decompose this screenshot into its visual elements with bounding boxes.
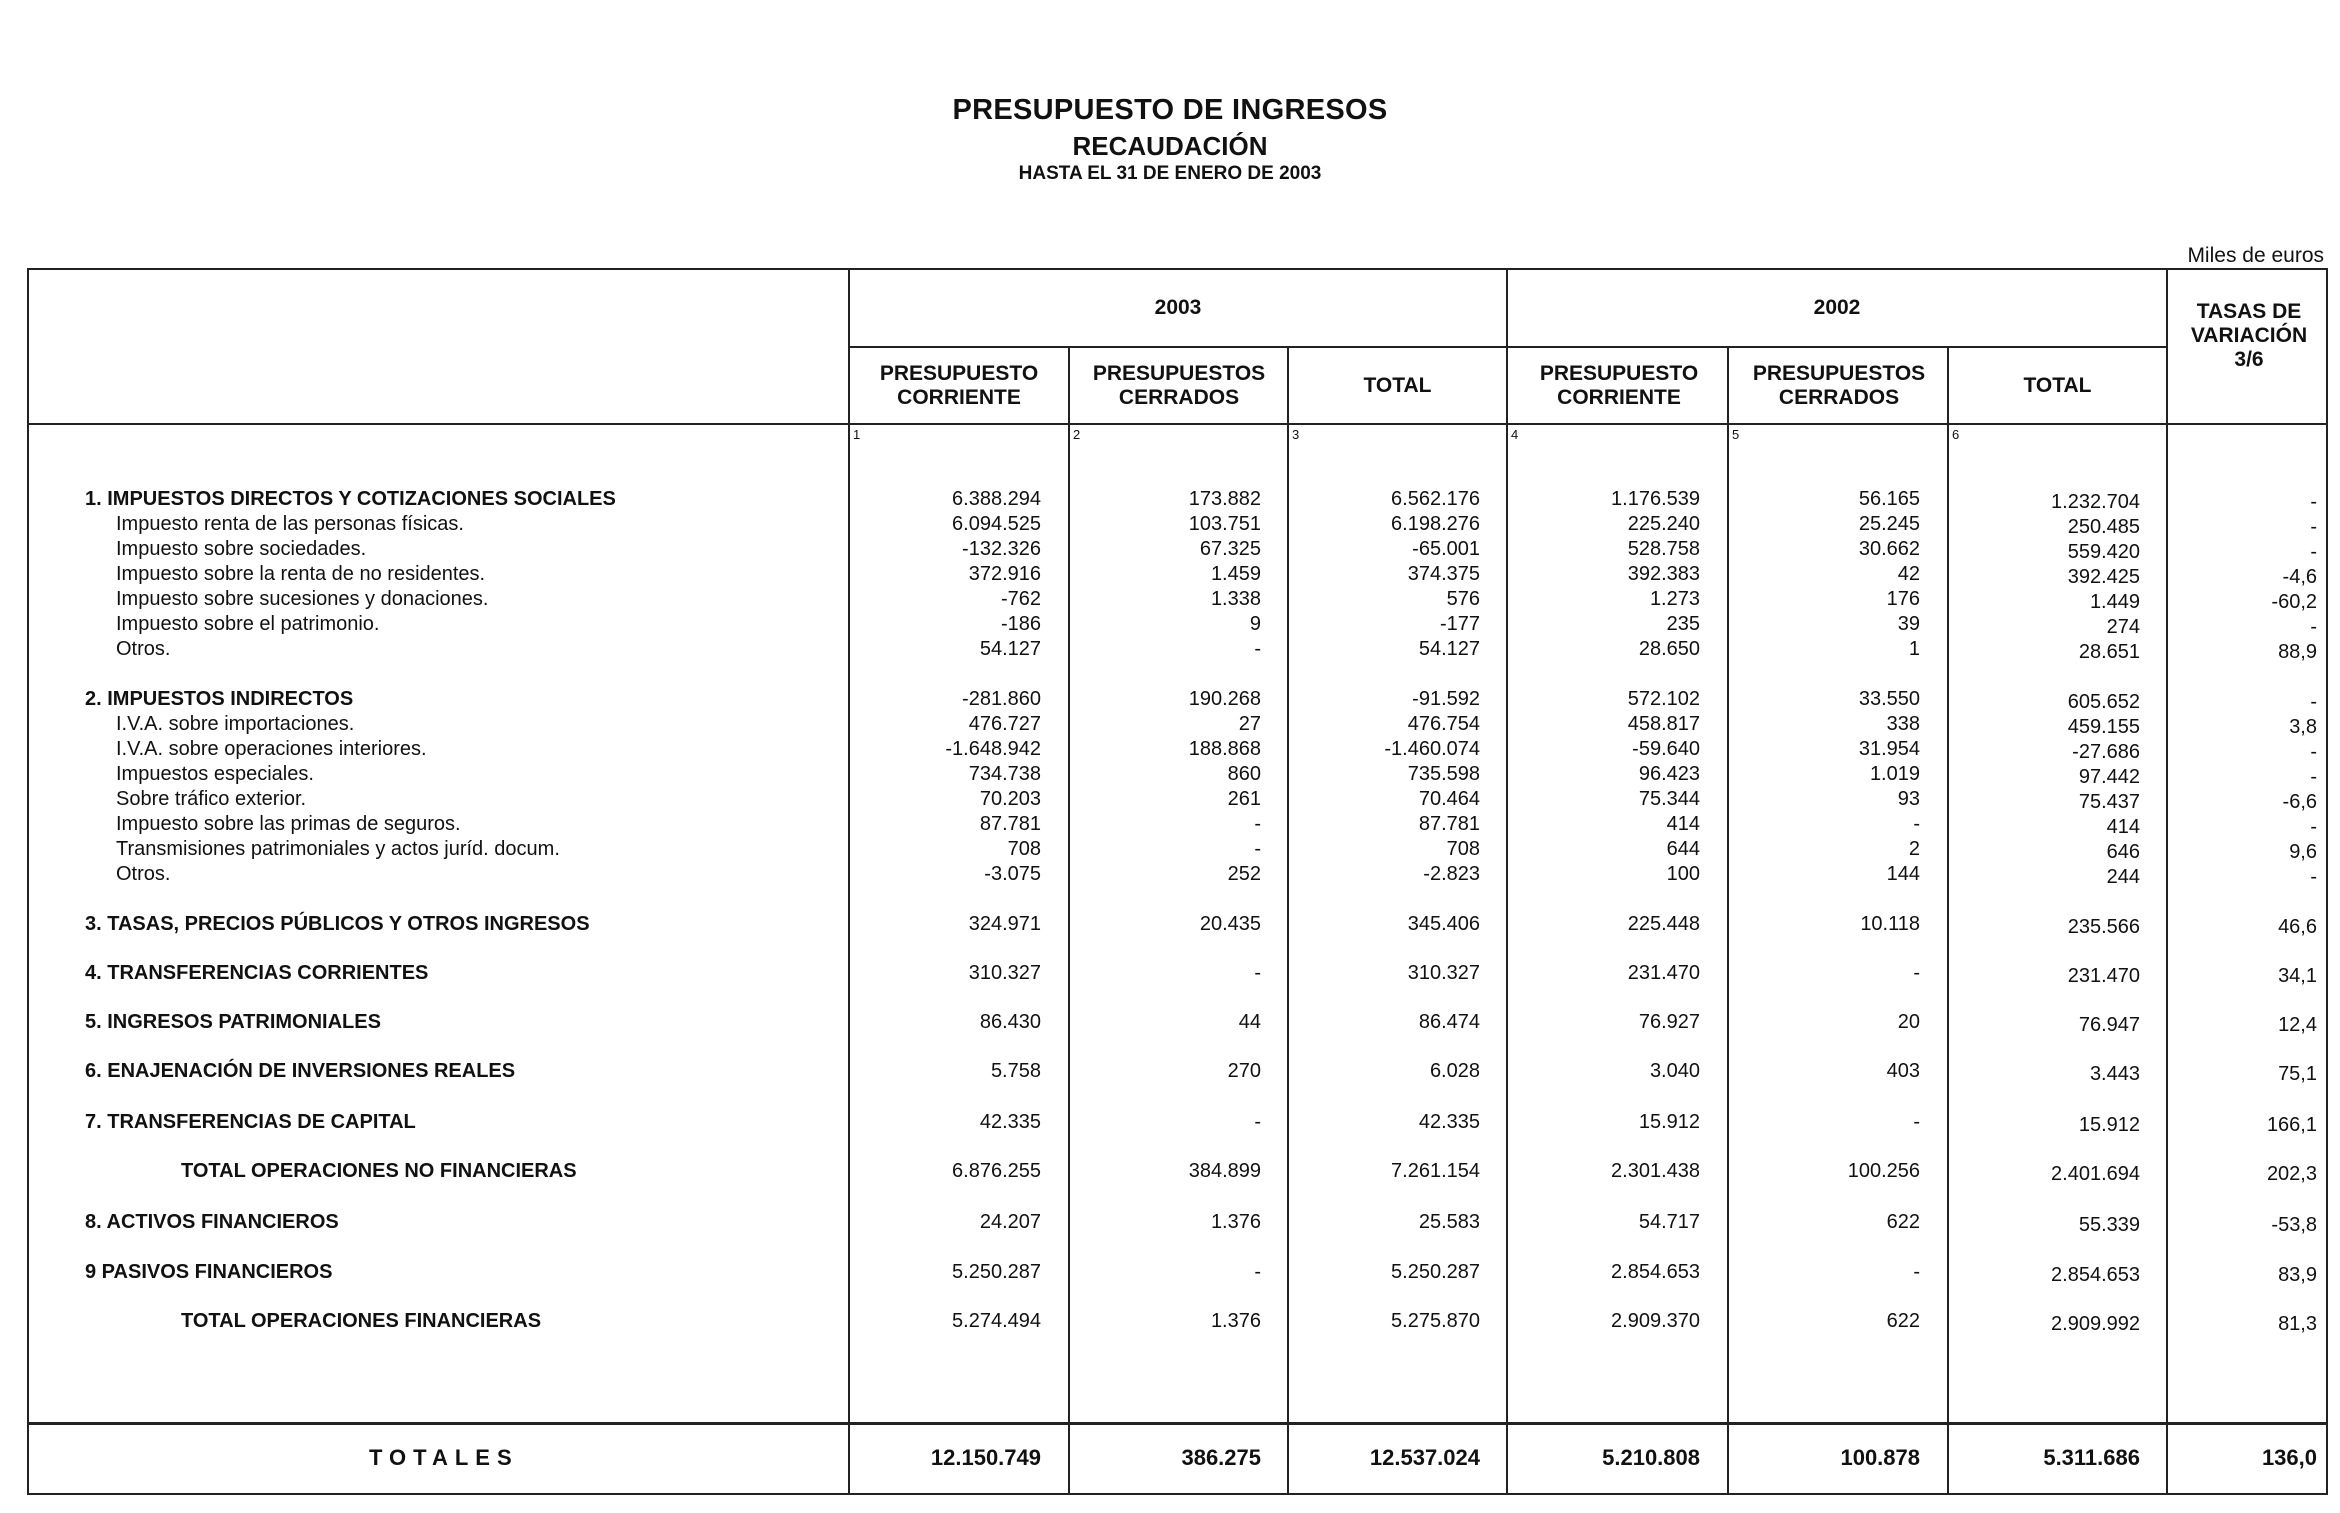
value-cell: 622 xyxy=(1886,1211,1920,1233)
subtotal-row xyxy=(29,1309,2326,1333)
value-cell: 93 xyxy=(1897,788,1920,810)
subcategory-row xyxy=(29,537,2326,561)
value-cell: 345.406 xyxy=(1407,913,1480,935)
category-row xyxy=(29,1059,2326,1083)
value-cell: - xyxy=(1254,638,1261,660)
variation-cell: - xyxy=(2310,616,2317,638)
value-cell: 708 xyxy=(1446,838,1480,860)
value-cell: 1.376 xyxy=(1210,1310,1261,1332)
variation-cell: - xyxy=(2310,516,2317,538)
col-number: 6 xyxy=(1952,427,1960,442)
value-cell: 414 xyxy=(2106,816,2140,838)
value-cell: 25.245 xyxy=(1858,513,1920,535)
value-cell: 42.335 xyxy=(1418,1111,1480,1133)
variation-cell: -53,8 xyxy=(2271,1214,2317,1236)
value-cell: 392.383 xyxy=(1627,563,1700,585)
value-cell: 70.203 xyxy=(979,788,1041,810)
value-cell: 54.717 xyxy=(1638,1211,1700,1233)
value-cell: -132.326 xyxy=(962,538,1041,560)
variation-cell: -60,2 xyxy=(2271,591,2317,613)
value-cell: 28.651 xyxy=(2078,641,2140,663)
subcategory-row xyxy=(29,612,2326,636)
value-cell: 100.256 xyxy=(1847,1160,1920,1182)
value-cell: 6.094.525 xyxy=(952,513,1041,535)
value-cell: 33.550 xyxy=(1858,688,1920,710)
value-cell: - xyxy=(1254,1111,1261,1133)
value-cell: 55.339 xyxy=(2078,1214,2140,1236)
variation-cell: - xyxy=(2310,491,2317,513)
total-cell: 12.537.024 xyxy=(1369,1445,1480,1470)
row-label: 5. INGRESOS PATRIMONIALES xyxy=(85,1011,381,1033)
value-cell: 270 xyxy=(1227,1060,1261,1082)
col-header-3: TOTAL xyxy=(1363,373,1432,397)
total-cell: 5.311.686 xyxy=(2043,1445,2140,1470)
row-label: 7. TRANSFERENCIAS DE CAPITAL xyxy=(85,1111,416,1133)
value-cell: -91.592 xyxy=(1412,688,1480,710)
row-label: Sobre tráfico exterior. xyxy=(116,788,307,810)
col-header-2: PRESUPUESTOS CERRADOS xyxy=(1092,361,1266,409)
value-cell: -59.640 xyxy=(1632,738,1700,760)
value-cell: 235 xyxy=(1666,613,1700,635)
row-label: TOTAL OPERACIONES NO FINANCIERAS xyxy=(181,1160,577,1182)
value-cell: 67.325 xyxy=(1199,538,1261,560)
value-cell: 87.781 xyxy=(979,813,1041,835)
value-cell: 188.868 xyxy=(1188,738,1261,760)
value-cell: 6.562.176 xyxy=(1391,488,1480,510)
value-cell: 860 xyxy=(1227,763,1261,785)
variation-cell: 46,6 xyxy=(2278,916,2317,938)
variation-cell: - xyxy=(2310,541,2317,563)
value-cell: - xyxy=(1913,813,1920,835)
value-cell: 5.275.870 xyxy=(1391,1310,1480,1332)
col-number: 5 xyxy=(1732,427,1740,442)
col-number: 2 xyxy=(1073,427,1081,442)
value-cell: 54.127 xyxy=(979,638,1041,660)
value-cell: 2 xyxy=(1908,838,1920,860)
row-label: TOTAL OPERACIONES FINANCIERAS xyxy=(181,1310,542,1332)
value-cell: -186 xyxy=(1000,613,1041,635)
category-row xyxy=(29,912,2326,936)
value-cell: 1.232.704 xyxy=(2051,491,2140,513)
value-cell: 1.176.539 xyxy=(1611,488,1700,510)
period-label: HASTA EL 31 DE ENERO DE 2003 xyxy=(1018,163,1322,184)
header-bottom-divider xyxy=(29,423,2326,425)
subcategory-row xyxy=(29,862,2326,886)
value-cell: 24.207 xyxy=(979,1211,1041,1233)
col-number: 3 xyxy=(1292,427,1300,442)
row-label: Transmisiones patrimoniales y actos juríd. docum. xyxy=(116,838,560,860)
category-row xyxy=(29,687,2326,711)
row-label: 6. ENAJENACIÓN DE INVERSIONES REALES xyxy=(85,1060,516,1082)
totals-label: TOTALES xyxy=(369,1445,519,1470)
subcategory-row xyxy=(29,637,2326,661)
row-label: Impuesto sobre sociedades. xyxy=(116,538,367,560)
col-number: 1 xyxy=(853,427,861,442)
variation-cell: 12,4 xyxy=(2278,1014,2317,1036)
subcategory-row xyxy=(29,512,2326,536)
year-2002-header: 2002 xyxy=(1813,296,1861,319)
value-cell: 6.876.255 xyxy=(952,1160,1041,1182)
value-cell: 176 xyxy=(1886,588,1920,610)
value-cell: -27.686 xyxy=(2072,741,2140,763)
variation-cell: - xyxy=(2310,741,2317,763)
variation-cell: 3,8 xyxy=(2289,716,2317,738)
value-cell: -1.648.942 xyxy=(945,738,1041,760)
category-row xyxy=(29,1110,2326,1134)
value-cell: 7.261.154 xyxy=(1391,1160,1480,1182)
variation-cell: - xyxy=(2310,766,2317,788)
value-cell: 1.338 xyxy=(1210,588,1261,610)
value-cell: 231.470 xyxy=(2067,965,2140,987)
row-label: 1. IMPUESTOS DIRECTOS Y COTIZACIONES SOCIALES xyxy=(85,488,616,510)
value-cell: 338 xyxy=(1886,713,1920,735)
value-cell: 1.459 xyxy=(1210,563,1261,585)
variation-cell: 34,1 xyxy=(2278,965,2317,987)
variation-cell: 81,3 xyxy=(2278,1313,2317,1335)
row-label: I.V.A. sobre operaciones interiores. xyxy=(116,738,427,760)
total-cell: 5.210.808 xyxy=(1602,1445,1700,1470)
value-cell: 372.916 xyxy=(968,563,1041,585)
value-cell: 324.971 xyxy=(968,913,1041,935)
subcategory-row xyxy=(29,787,2326,811)
value-cell: 476.754 xyxy=(1407,713,1480,735)
value-cell: 20.435 xyxy=(1199,913,1261,935)
value-cell: 173.882 xyxy=(1188,488,1261,510)
value-cell: 1.019 xyxy=(1869,763,1920,785)
value-cell: -762 xyxy=(1000,588,1041,610)
value-cell: 3.443 xyxy=(2089,1063,2140,1085)
subcategory-row xyxy=(29,562,2326,586)
value-cell: 39 xyxy=(1897,613,1920,635)
row-label: 3. TASAS, PRECIOS PÚBLICOS Y OTROS INGRESOS xyxy=(85,913,590,935)
revenue-table xyxy=(27,268,2328,1495)
value-cell: 87.781 xyxy=(1418,813,1480,835)
value-cell: 76.947 xyxy=(2078,1014,2140,1036)
value-cell: 30.662 xyxy=(1858,538,1920,560)
value-cell: 6.198.276 xyxy=(1391,513,1480,535)
units-label: Miles de euros xyxy=(2187,244,2324,267)
value-cell: 576 xyxy=(1446,588,1480,610)
value-cell: -177 xyxy=(1439,613,1480,635)
row-label: Impuestos especiales. xyxy=(116,763,314,785)
value-cell: 644 xyxy=(1666,838,1700,860)
value-cell: 374.375 xyxy=(1407,563,1480,585)
value-cell: 100 xyxy=(1666,863,1700,885)
category-row xyxy=(29,1010,2326,1034)
value-cell: 28.650 xyxy=(1638,638,1700,660)
value-cell: 250.485 xyxy=(2067,516,2140,538)
value-cell: 476.727 xyxy=(968,713,1041,735)
row-label: 8. ACTIVOS FINANCIEROS xyxy=(85,1211,339,1233)
value-cell: 261 xyxy=(1227,788,1261,810)
value-cell: 103.751 xyxy=(1188,513,1261,535)
value-cell: -1.460.074 xyxy=(1384,738,1480,760)
value-cell: 2.854.653 xyxy=(1611,1261,1700,1283)
value-cell: 20 xyxy=(1897,1011,1920,1033)
value-cell: 646 xyxy=(2106,841,2140,863)
variation-cell: 83,9 xyxy=(2278,1264,2317,1286)
value-cell: 2.909.370 xyxy=(1611,1310,1700,1332)
variation-cell: 9,6 xyxy=(2289,841,2317,863)
value-cell: 572.102 xyxy=(1627,688,1700,710)
value-cell: 235.566 xyxy=(2067,916,2140,938)
col-header-4: PRESUPUESTO CORRIENTE xyxy=(1539,361,1699,409)
value-cell: 252 xyxy=(1227,863,1261,885)
variation-cell: 88,9 xyxy=(2278,641,2317,663)
value-cell: 144 xyxy=(1886,863,1920,885)
value-cell: 31.954 xyxy=(1858,738,1920,760)
value-cell: 97.442 xyxy=(2078,766,2140,788)
subcategory-row xyxy=(29,812,2326,836)
value-cell: 1.376 xyxy=(1210,1211,1261,1233)
row-label: Impuesto sobre el patrimonio. xyxy=(116,613,380,635)
value-cell: - xyxy=(1913,1261,1920,1283)
value-cell: 605.652 xyxy=(2067,691,2140,713)
value-cell: 15.912 xyxy=(2078,1114,2140,1136)
value-cell: 225.448 xyxy=(1627,913,1700,935)
row-label: I.V.A. sobre importaciones. xyxy=(116,713,355,735)
value-cell: 76.927 xyxy=(1638,1011,1700,1033)
value-cell: 42 xyxy=(1897,563,1920,585)
value-cell: 6.388.294 xyxy=(952,488,1041,510)
col-header-1: PRESUPUESTO CORRIENTE xyxy=(879,361,1039,409)
col-header-5: PRESUPUESTOS CERRADOS xyxy=(1752,361,1926,409)
value-cell: 384.899 xyxy=(1188,1160,1261,1182)
value-cell: 96.423 xyxy=(1638,763,1700,785)
value-cell: 414 xyxy=(1666,813,1700,835)
category-row xyxy=(29,487,2326,511)
value-cell: -65.001 xyxy=(1412,538,1480,560)
variation-cell: -6,6 xyxy=(2282,791,2317,813)
value-cell: 75.344 xyxy=(1638,788,1700,810)
value-cell: 1.273 xyxy=(1649,588,1700,610)
row-label: Otros. xyxy=(116,638,171,660)
value-cell: 15.912 xyxy=(1638,1111,1700,1133)
value-cell: 5.274.494 xyxy=(952,1310,1041,1332)
value-cell: 2.301.438 xyxy=(1611,1160,1700,1182)
value-cell: 5.758 xyxy=(990,1060,1041,1082)
value-cell: 1 xyxy=(1908,638,1920,660)
subtotal-row xyxy=(29,1159,2326,1183)
variation-cell: 202,3 xyxy=(2266,1163,2317,1185)
row-label: 9 PASIVOS FINANCIEROS xyxy=(85,1261,333,1283)
value-cell: 459.155 xyxy=(2067,716,2140,738)
value-cell: 44 xyxy=(1238,1011,1261,1033)
value-cell: - xyxy=(1913,962,1920,984)
row-label: Otros. xyxy=(116,863,171,885)
page-title: PRESUPUESTO DE INGRESOS xyxy=(952,94,1388,126)
category-row xyxy=(29,1260,2326,1284)
value-cell: 403 xyxy=(1886,1060,1920,1082)
row-label: Impuesto renta de las personas físicas. xyxy=(116,513,464,535)
subcategory-row xyxy=(29,587,2326,611)
year-2003-header: 2003 xyxy=(1154,296,1202,319)
value-cell: 42.335 xyxy=(979,1111,1041,1133)
variation-cell: -4,6 xyxy=(2282,566,2317,588)
value-cell: 3.040 xyxy=(1649,1060,1700,1082)
value-cell: 6.028 xyxy=(1429,1060,1480,1082)
total-cell: 12.150.749 xyxy=(930,1445,1041,1470)
col-number: 4 xyxy=(1511,427,1519,442)
value-cell: 310.327 xyxy=(968,962,1041,984)
value-cell: 1.449 xyxy=(2089,591,2140,613)
row-label: Impuesto sobre las primas de seguros. xyxy=(116,813,461,835)
value-cell: 70.464 xyxy=(1418,788,1480,810)
subcategory-row xyxy=(29,837,2326,861)
subcategory-row xyxy=(29,762,2326,786)
col-header-variation: TASAS DE VARIACIÓN 3/6 xyxy=(2190,300,2308,371)
subcategory-row xyxy=(29,737,2326,761)
value-cell: 190.268 xyxy=(1188,688,1261,710)
value-cell: - xyxy=(1254,838,1261,860)
value-cell: 274 xyxy=(2106,616,2140,638)
value-cell: 9 xyxy=(1249,613,1261,635)
value-cell: 734.738 xyxy=(968,763,1041,785)
value-cell: 86.474 xyxy=(1418,1011,1480,1033)
variation-cell: 75,1 xyxy=(2278,1063,2317,1085)
value-cell: 27 xyxy=(1238,713,1261,735)
variation-cell: - xyxy=(2310,866,2317,888)
value-cell: 56.165 xyxy=(1858,488,1920,510)
totals-row xyxy=(29,1425,2326,1493)
value-cell: 622 xyxy=(1886,1310,1920,1332)
value-cell: -2.823 xyxy=(1423,863,1480,885)
value-cell: 244 xyxy=(2106,866,2140,888)
value-cell: - xyxy=(1254,1261,1261,1283)
category-row xyxy=(29,961,2326,985)
value-cell: 5.250.287 xyxy=(952,1261,1041,1283)
value-cell: 559.420 xyxy=(2067,541,2140,563)
value-cell: 25.583 xyxy=(1418,1211,1480,1233)
value-cell: 5.250.287 xyxy=(1391,1261,1480,1283)
value-cell: 528.758 xyxy=(1627,538,1700,560)
row-label: Impuesto sobre sucesiones y donaciones. xyxy=(116,588,489,610)
value-cell: - xyxy=(1254,962,1261,984)
variation-cell: 166,1 xyxy=(2266,1114,2317,1136)
value-cell: 54.127 xyxy=(1418,638,1480,660)
value-cell: 2.909.992 xyxy=(2051,1313,2140,1335)
value-cell: -3.075 xyxy=(984,863,1041,885)
row-label: Impuesto sobre la renta de no residentes. xyxy=(116,563,486,585)
value-cell: - xyxy=(1254,813,1261,835)
value-cell: -281.860 xyxy=(962,688,1041,710)
value-cell: - xyxy=(1913,1111,1920,1133)
value-cell: 231.470 xyxy=(1627,962,1700,984)
total-cell: 136,0 xyxy=(2261,1445,2317,1470)
category-row xyxy=(29,1210,2326,1234)
col-header-6: TOTAL xyxy=(2023,373,2092,397)
row-label: 4. TRANSFERENCIAS CORRIENTES xyxy=(85,962,429,984)
value-cell: 2.854.653 xyxy=(2051,1264,2140,1286)
value-cell: 2.401.694 xyxy=(2051,1163,2140,1185)
page-subtitle: RECAUDACIÓN xyxy=(1072,131,1268,161)
row-label: 2. IMPUESTOS INDIRECTOS xyxy=(85,688,354,710)
subcategory-row xyxy=(29,712,2326,736)
total-cell: 386.275 xyxy=(1181,1445,1261,1470)
value-cell: 225.240 xyxy=(1627,513,1700,535)
variation-cell: - xyxy=(2310,691,2317,713)
value-cell: 708 xyxy=(1007,838,1041,860)
value-cell: 75.437 xyxy=(2078,791,2140,813)
value-cell: 310.327 xyxy=(1407,962,1480,984)
value-cell: 735.598 xyxy=(1407,763,1480,785)
value-cell: 10.118 xyxy=(1860,913,1920,935)
total-cell: 100.878 xyxy=(1840,1445,1920,1470)
value-cell: 86.430 xyxy=(979,1011,1041,1033)
variation-cell: - xyxy=(2310,816,2317,838)
value-cell: 392.425 xyxy=(2067,566,2140,588)
value-cell: 458.817 xyxy=(1627,713,1700,735)
